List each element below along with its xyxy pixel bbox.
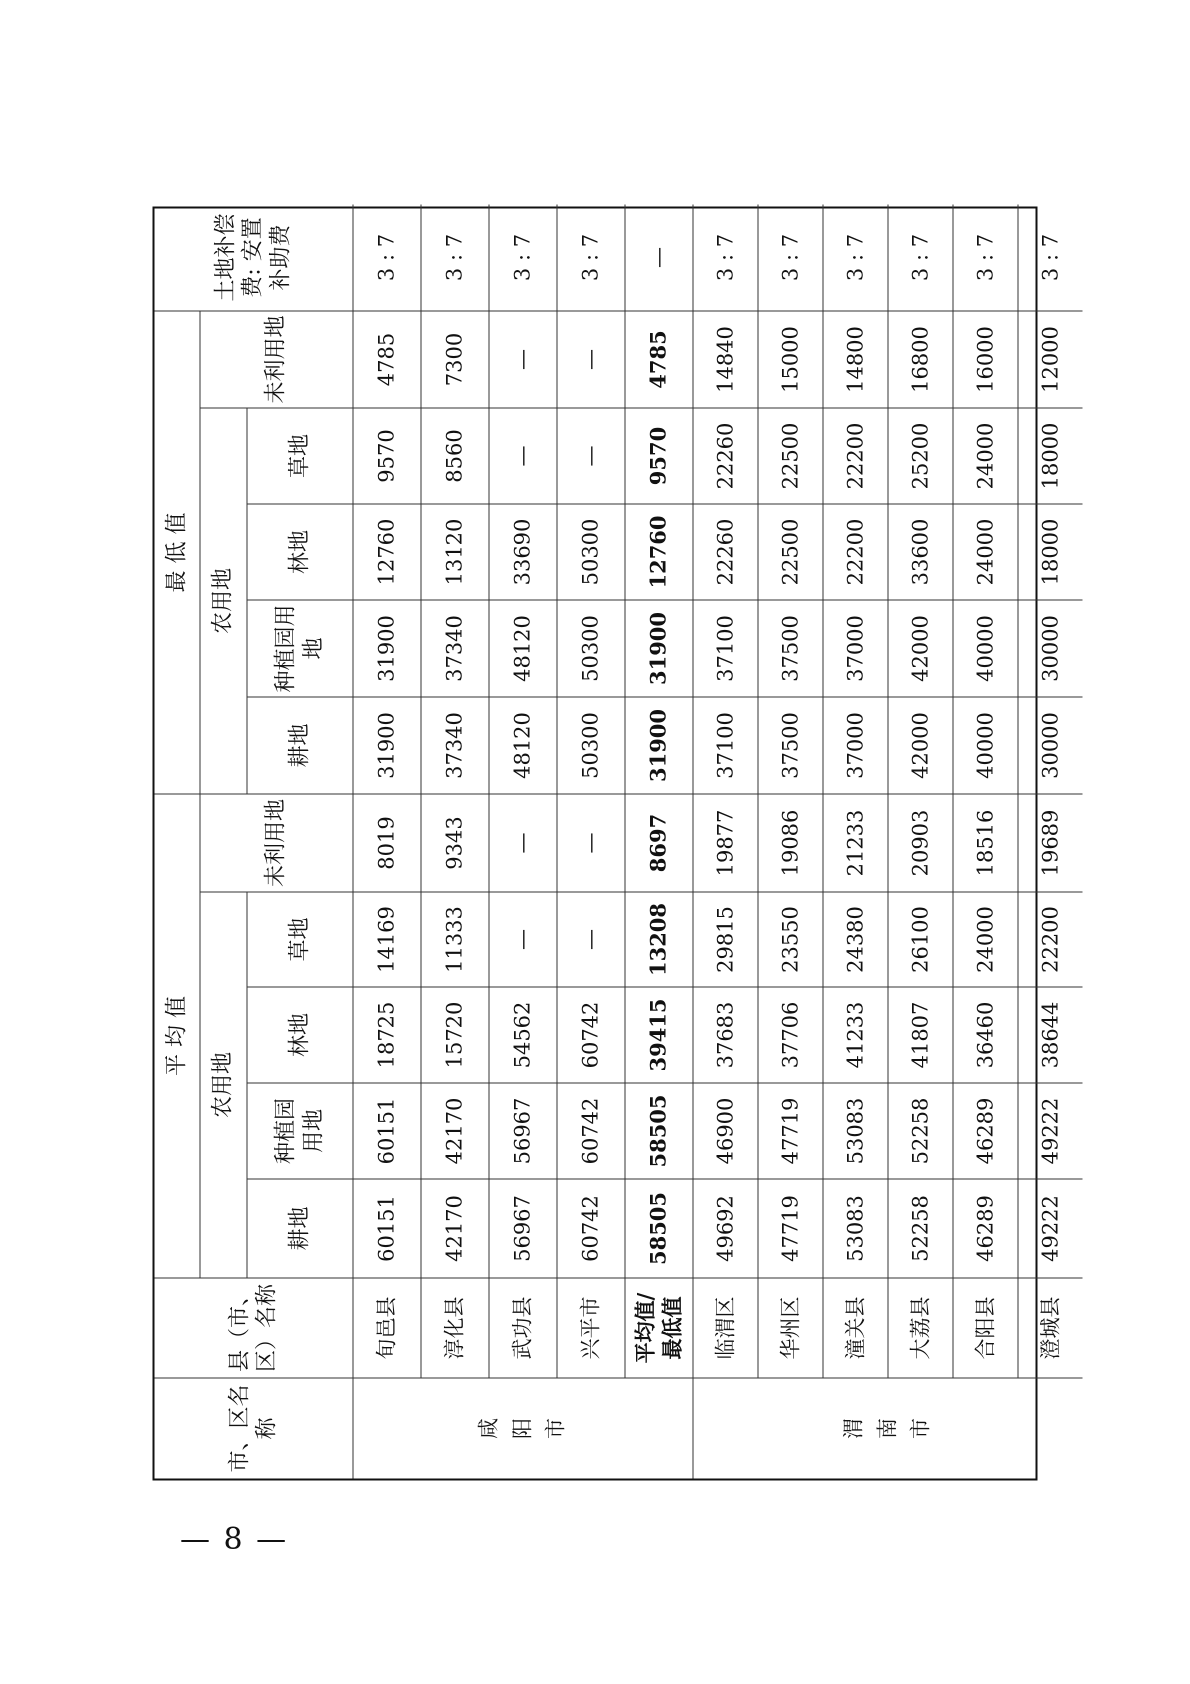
min-cultivated: 37000: [823, 696, 888, 793]
min-grass: 18000: [1018, 407, 1082, 503]
header-avg-grass: 草地: [247, 891, 353, 986]
min-forest: 24000: [953, 503, 1018, 599]
avg-forest: 18725: [353, 986, 421, 1082]
ratio: —: [625, 204, 693, 310]
min-forest: 13120: [421, 503, 489, 599]
min-plantation: 31900: [353, 599, 421, 696]
county-name: 兴平市: [557, 1277, 625, 1377]
city-xianyang: [353, 1377, 693, 1478]
city-label: 咸阳市: [476, 1417, 568, 1439]
ratio: 3 : 7: [758, 204, 823, 310]
min-cultivated: 40000: [953, 696, 1018, 793]
ratio: 3 : 7: [421, 204, 489, 310]
min-unused: —: [557, 310, 625, 407]
county-name: 合阳县: [953, 1277, 1018, 1377]
avg-cultivated: 42170: [421, 1178, 489, 1277]
avg-forest: 41233: [823, 986, 888, 1082]
avg-grass: 29815: [693, 891, 758, 986]
min-forest: 22200: [823, 503, 888, 599]
ratio: 3 : 7: [693, 204, 758, 310]
avg-cultivated: 56967: [489, 1178, 557, 1277]
header-avg-farmland: 农用地: [200, 891, 247, 1277]
avg-grass: 24380: [823, 891, 888, 986]
avg-cultivated: 58505: [625, 1178, 693, 1277]
avg-grass: 24000: [953, 891, 1018, 986]
header-min-cultivated: 耕地: [247, 696, 353, 793]
header-county: 县（市、区）名称: [154, 1277, 353, 1377]
avg-grass: 23550: [758, 891, 823, 986]
header-minimum: 最 低 值: [154, 310, 200, 793]
min-grass: 24000: [953, 407, 1018, 503]
avg-unused: 20903: [888, 793, 953, 891]
avg-forest: 15720: [421, 986, 489, 1082]
county-name: 潼关县: [823, 1277, 888, 1377]
ratio: 3 : 7: [888, 204, 953, 310]
min-cultivated: 48120: [489, 696, 557, 793]
min-forest: 12760: [353, 503, 421, 599]
avg-unused: 8019: [353, 793, 421, 891]
min-grass: 22500: [758, 407, 823, 503]
avg-plantation: 46900: [693, 1082, 758, 1178]
header-avg-plantation: 种植园用地: [247, 1082, 353, 1178]
avg-unused: —: [557, 793, 625, 891]
avg-grass: 11333: [421, 891, 489, 986]
header-min-farmland: 农用地: [200, 407, 247, 793]
county-name: 华州区: [758, 1277, 823, 1377]
avg-forest: 38644: [1018, 986, 1082, 1082]
avg-grass: —: [489, 891, 557, 986]
min-forest: 50300: [557, 503, 625, 599]
min-grass: —: [489, 407, 557, 503]
min-grass: —: [557, 407, 625, 503]
min-plantation: 31900: [625, 599, 693, 696]
avg-plantation: 56967: [489, 1082, 557, 1178]
avg-cultivated: 60742: [557, 1178, 625, 1277]
avg-forest: 36460: [953, 986, 1018, 1082]
min-plantation: 37500: [758, 599, 823, 696]
avg-unused: 21233: [823, 793, 888, 891]
header-ratio: 土地补偿费: 安置补助费: [154, 204, 353, 310]
header-avg-cultivated: 耕地: [247, 1178, 353, 1277]
ratio: 3 : 7: [489, 204, 557, 310]
ratio: 3 : 7: [953, 204, 1018, 310]
avg-forest: 41807: [888, 986, 953, 1082]
min-plantation: 37100: [693, 599, 758, 696]
avg-grass: —: [557, 891, 625, 986]
avg-plantation: 42170: [421, 1082, 489, 1178]
avg-cultivated: 46289: [953, 1178, 1018, 1277]
avg-cultivated: 47719: [758, 1178, 823, 1277]
avg-plantation: 58505: [625, 1082, 693, 1178]
min-grass: 9570: [625, 407, 693, 503]
avg-unused: 8697: [625, 793, 693, 891]
min-plantation: 37000: [823, 599, 888, 696]
min-unused: 7300: [421, 310, 489, 407]
header-min-unused: 未利用地: [200, 310, 353, 407]
header-average: 平 均 值: [154, 793, 200, 1277]
avg-unused: 19877: [693, 793, 758, 891]
header-min-grass: 草地: [247, 407, 353, 503]
ratio: 3 : 7: [1037, 233, 1062, 281]
min-grass: 22260: [693, 407, 758, 503]
min-forest: 22500: [758, 503, 823, 599]
avg-cultivated: 52258: [888, 1178, 953, 1277]
avg-plantation: 47719: [758, 1082, 823, 1178]
avg-forest: 54562: [489, 986, 557, 1082]
min-cultivated: 37500: [758, 696, 823, 793]
avg-grass: 13208: [625, 891, 693, 986]
min-plantation: 40000: [953, 599, 1018, 696]
min-grass: 22200: [823, 407, 888, 503]
table-wrapper: [152, 206, 1062, 1480]
avg-forest: 37683: [693, 986, 758, 1082]
min-unused: 4785: [625, 310, 693, 407]
header-min-plantation: 种植园用地: [247, 599, 353, 696]
min-plantation: 37340: [421, 599, 489, 696]
avg-unused: 19689: [1018, 793, 1082, 891]
avg-unused: 9343: [421, 793, 489, 891]
min-grass: 8560: [421, 407, 489, 503]
min-unused: 14800: [823, 310, 888, 407]
min-cultivated: 31900: [625, 696, 693, 793]
min-plantation: 30000: [1018, 599, 1082, 696]
min-grass: 25200: [888, 407, 953, 503]
min-plantation: 42000: [888, 599, 953, 696]
min-forest: 18000: [1018, 503, 1082, 599]
min-forest: 22260: [693, 503, 758, 599]
summary-label: 平均值/最低值: [625, 1277, 693, 1377]
avg-forest: 37706: [758, 986, 823, 1082]
county-name: 大荔县: [888, 1277, 953, 1377]
county-name: 武功县: [489, 1277, 557, 1377]
avg-plantation: 49222: [1018, 1082, 1082, 1178]
min-cultivated: 31900: [353, 696, 421, 793]
avg-cultivated: 49222: [1018, 1178, 1082, 1277]
min-unused: 4785: [353, 310, 421, 407]
avg-unused: —: [489, 793, 557, 891]
min-cultivated: 30000: [1018, 696, 1082, 793]
county-name: 旬邑县: [353, 1277, 421, 1377]
county-name: 临渭区: [693, 1277, 758, 1377]
avg-plantation: 52258: [888, 1082, 953, 1178]
min-grass: 9570: [353, 407, 421, 503]
header-avg-unused: 未利用地: [200, 793, 353, 891]
min-unused: 16800: [888, 310, 953, 407]
ratio: 3 : 7: [823, 204, 888, 310]
avg-unused: 18516: [953, 793, 1018, 891]
min-unused: 16000: [953, 310, 1018, 407]
min-forest: 33600: [888, 503, 953, 599]
min-unused: —: [489, 310, 557, 407]
avg-cultivated: 49692: [693, 1178, 758, 1277]
min-plantation: 48120: [489, 599, 557, 696]
min-unused: 14840: [693, 310, 758, 407]
ratio: 3 : 7: [557, 204, 625, 310]
avg-unused: 19086: [758, 793, 823, 891]
avg-grass: 14169: [353, 891, 421, 986]
city-label: 渭南市: [841, 1417, 933, 1439]
compensation-standards-table: [152, 206, 1062, 1480]
avg-forest: 39415: [625, 986, 693, 1082]
min-plantation: 50300: [557, 599, 625, 696]
page-number: — 8 —: [180, 1522, 289, 1557]
avg-plantation: 53083: [823, 1082, 888, 1178]
avg-plantation: 46289: [953, 1082, 1018, 1178]
min-unused: 15000: [758, 310, 823, 407]
county-name: 淳化县: [421, 1277, 489, 1377]
min-cultivated: 50300: [557, 696, 625, 793]
avg-grass: 22200: [1018, 891, 1082, 986]
county-name: 澄城县: [1018, 1277, 1082, 1377]
avg-cultivated: 60151: [353, 1178, 421, 1277]
avg-forest: 60742: [557, 986, 625, 1082]
avg-plantation: 60151: [353, 1082, 421, 1178]
avg-cultivated: 53083: [823, 1178, 888, 1277]
ratio: 3 : 7: [353, 204, 421, 310]
header-city: 市、区名称: [154, 1377, 353, 1478]
min-forest: 33690: [489, 503, 557, 599]
min-unused: 12000: [1018, 310, 1082, 407]
header-avg-forest: 林地: [247, 986, 353, 1082]
header-min-forest: 林地: [247, 503, 353, 599]
min-cultivated: 37340: [421, 696, 489, 793]
min-cultivated: 37100: [693, 696, 758, 793]
city-weinan: [693, 1377, 1082, 1478]
avg-plantation: 60742: [557, 1082, 625, 1178]
min-cultivated: 42000: [888, 696, 953, 793]
avg-grass: 26100: [888, 891, 953, 986]
min-forest: 12760: [625, 503, 693, 599]
